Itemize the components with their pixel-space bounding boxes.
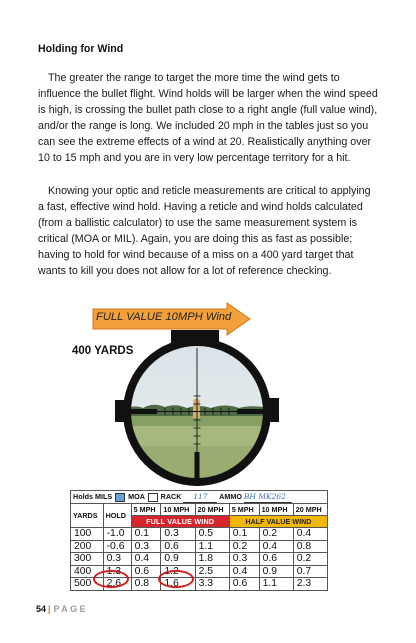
col-yards-header: YARDS [71,504,104,528]
moa-label: MOA [128,492,145,501]
wind-hold-cell: 3.3 [195,578,229,591]
hold-cell: 1.3 [103,565,131,578]
speed-header: 20 MPH [195,504,229,516]
wind-hold-cell: 0.7 [293,565,327,578]
wind-hold-cell: 1.1 [195,540,229,553]
speed-header: 5 MPH [131,504,161,516]
wind-hold-cell: 0.6 [161,540,195,553]
wind-hold-cell: 0.4 [293,528,327,541]
wind-hold-cell: 0.3 [161,528,195,541]
wind-hold-cell: 0.9 [161,553,195,566]
hold-cell: -0.6 [103,540,131,553]
wind-hold-cell: 2.5 [195,565,229,578]
ammo-label: AMMO [219,492,242,501]
table-speed-row [71,504,328,516]
wind-hold-cell: 0.6 [131,565,161,578]
wind-hold-cell: 0.4 [229,565,259,578]
wind-hold-cell: 0.6 [259,553,293,566]
wind-hold-cell: 0.1 [131,528,161,541]
full-10mph-circle-400 [158,570,194,588]
moa-checkbox [148,493,158,502]
range-label: 400 YARDS [72,345,134,357]
half-value-wind-band: HALF VALUE WIND [229,516,327,528]
wind-hold-cell: 1.1 [259,578,293,591]
wind-hold-cell: 0.8 [131,578,161,591]
wind-hold-cell: 0.6 [229,578,259,591]
hold-cell: 0.3 [103,553,131,566]
footer-separator: | [48,604,52,614]
yards-cell: 200 [71,540,104,553]
ammo-value: BH MK262 [244,491,292,503]
paragraph-optic-measurements: Knowing your optic and reticle measurements are critical to applying a fast, effective wind hold. Having a reticle and wind holds calculated (from a ballistic calculator) to use the same measurement system is critical (MOA or MIL). Again, you are doing this as fast as possible; having to hold for wind because of a miss on a 400 yard target that wants to kill you does not allow for a lot of reference checking. [38,185,371,277]
speed-header: 10 MPH [161,504,195,516]
rack-label: RACK [160,492,182,501]
table-meta-cell [71,491,328,504]
speed-header: 5 MPH [229,504,259,516]
wind-hold-cell: 1.8 [195,553,229,566]
yards-cell: 100 [71,528,104,541]
speed-header: 10 MPH [259,504,293,516]
table-row [71,540,328,553]
table-meta-row [71,491,328,504]
hold-circle-400 [93,570,129,588]
wind-hold-cell: 0.3 [131,540,161,553]
wind-hold-cell: 1.6 [161,578,195,591]
wind-hold-cell: 0.4 [131,553,161,566]
page-number: 54 [36,604,47,614]
wind-hold-cell: 1.2 [161,565,195,578]
paragraph-wind-range: The greater the range to target the more time the wind gets to influence the bullet flight. Wind holds will be larger when the wind speed is high, is crossing the bullet path close to a right angle (full value wind), and/or the range is long. We included 20 mph in the tables just so you can see the extreme effects of a wind at 20. Realistically anything over 10 to 15 mph and you are in very low percentage territory for a hit. [38,72,378,164]
full-value-wind-band: FULL VALUE WIND [131,516,229,528]
yards-cell: 300 [71,553,104,566]
wind-hold-cell: 0.8 [293,540,327,553]
table-row [71,553,328,566]
table-row [71,528,328,541]
hold-cell: 2.6 [103,578,131,591]
wind-hold-cell: 0.9 [259,565,293,578]
page-word: PAGE [53,604,88,614]
wind-hold-cell: 0.3 [229,553,259,566]
rack-value: 117 [183,491,217,503]
wind-hold-cell: 0.5 [195,528,229,541]
wind-hold-cell: 0.2 [259,528,293,541]
wind-hold-cell: 2.3 [293,578,327,591]
yards-cell: 500 [71,578,104,591]
wind-hold-cell: 0.2 [229,540,259,553]
mils-checkbox [115,493,125,502]
wind-hold-cell: 0.4 [259,540,293,553]
yards-cell: 400 [71,565,104,578]
scope-reticle-view [113,328,281,488]
page-footer [36,604,88,614]
wind-hold-cell: 0.1 [229,528,259,541]
section-heading: Holding for Wind [38,43,124,55]
wind-arrow-label: FULL VALUE 10MPH Wind [96,311,232,323]
holds-label: Holds MILS [73,492,113,501]
wind-hold-cell: 0.2 [293,553,327,566]
speed-header: 20 MPH [293,504,327,516]
col-hold-header: HOLD [103,504,131,528]
hold-cell: -1.0 [103,528,131,541]
